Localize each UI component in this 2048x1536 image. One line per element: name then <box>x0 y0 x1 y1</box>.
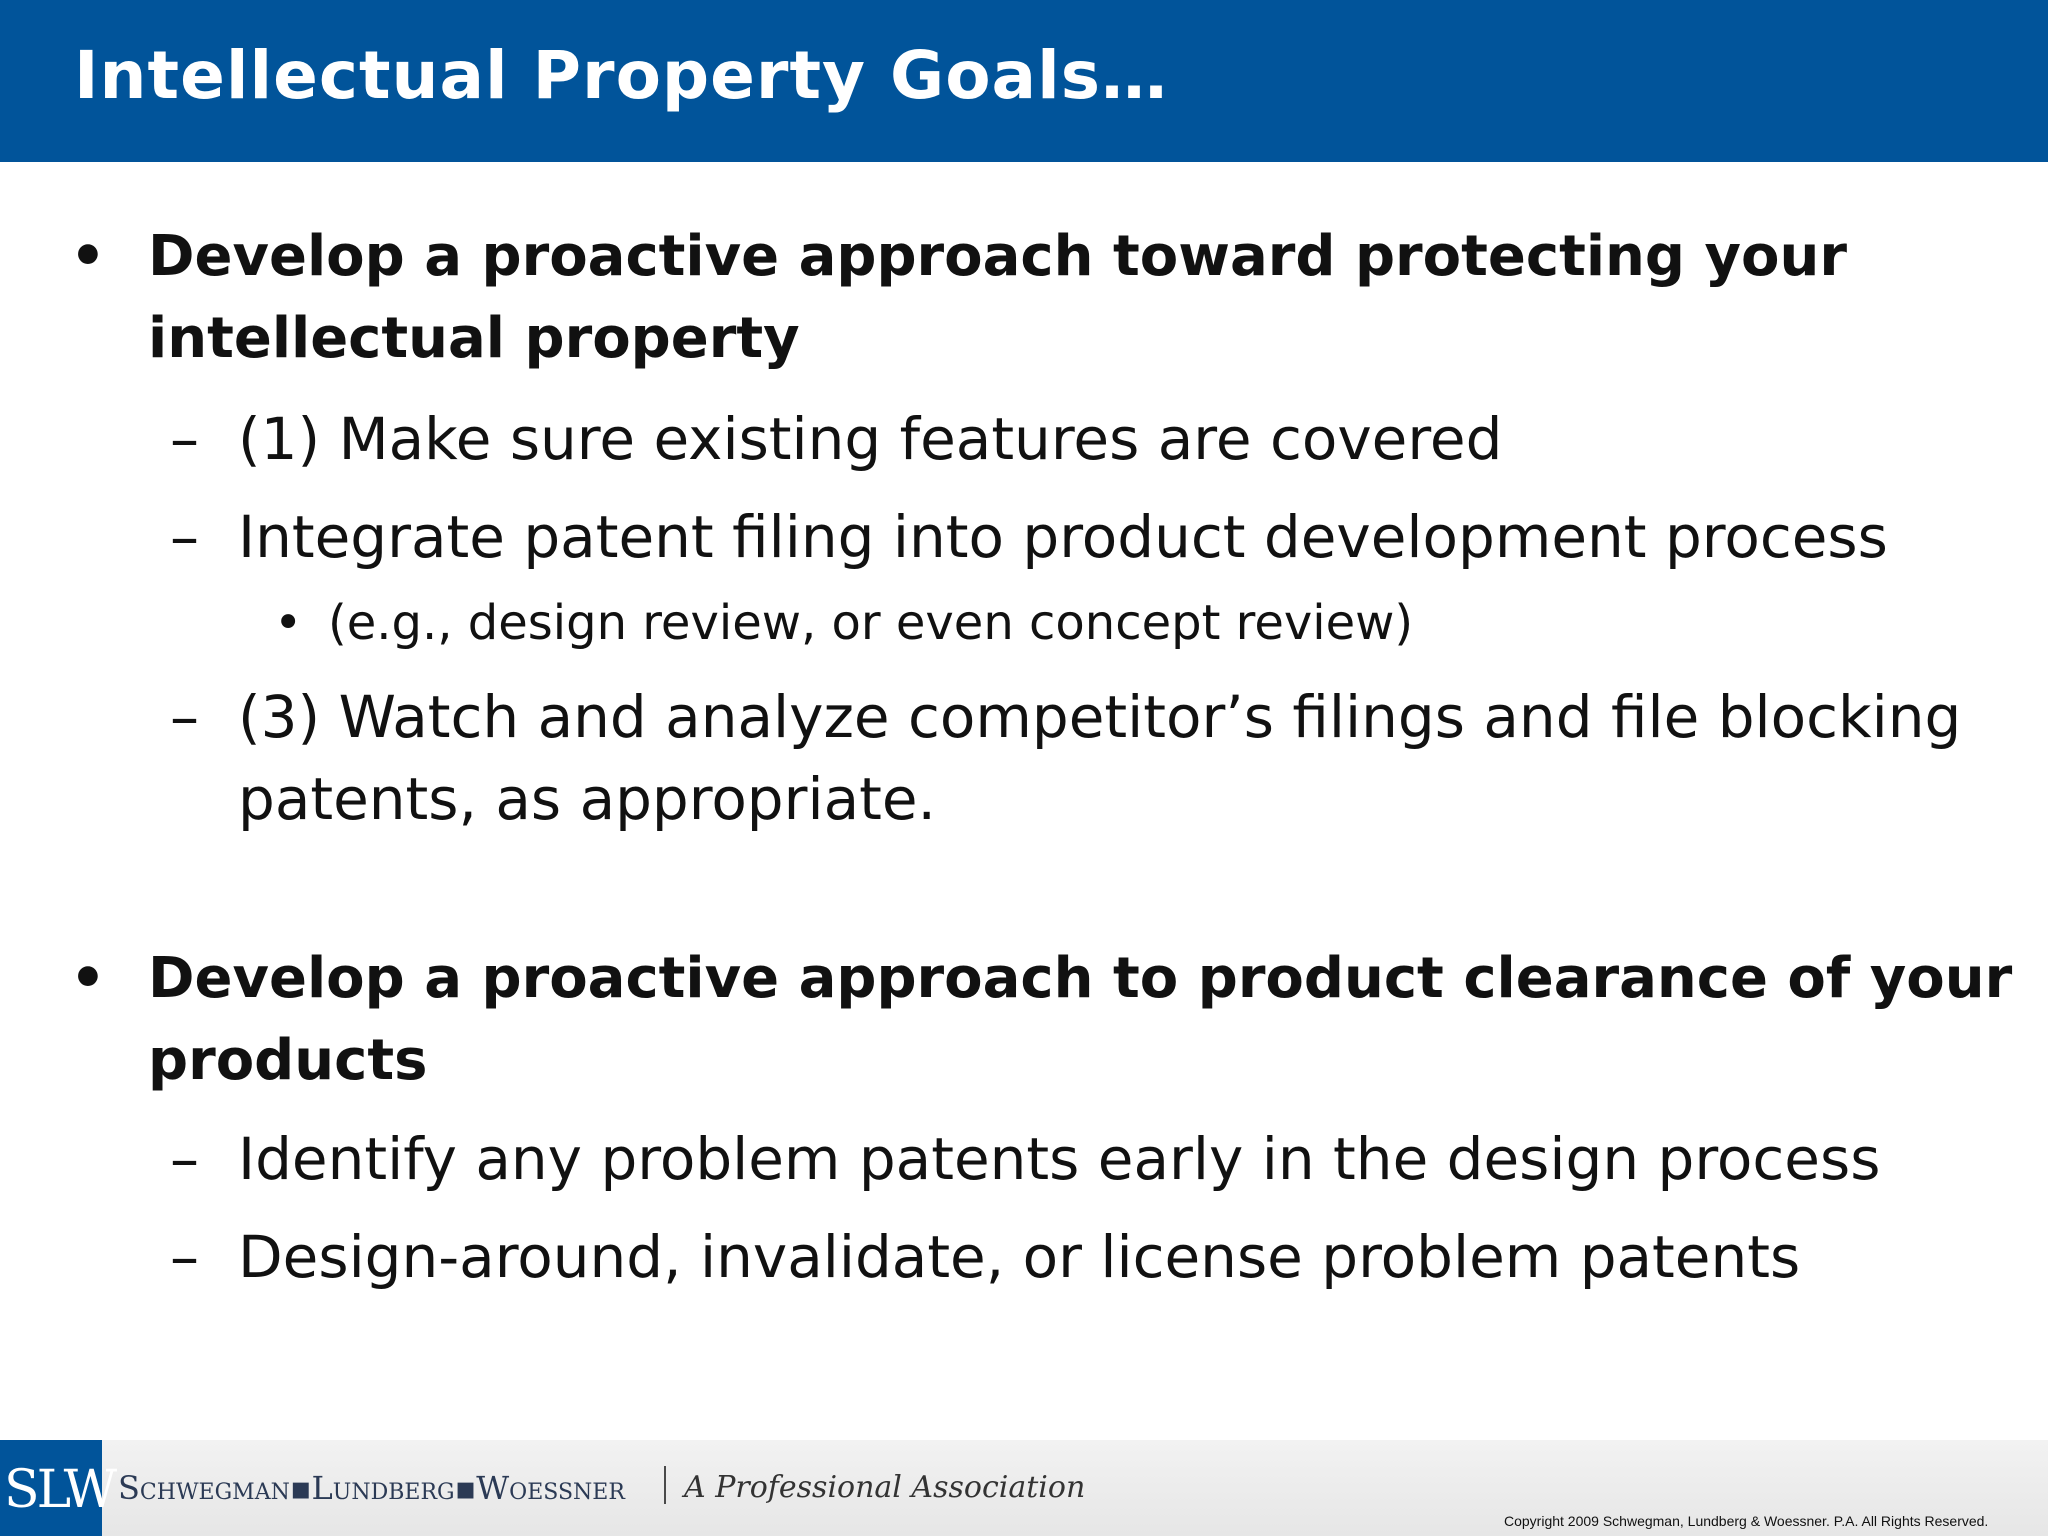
bullet-2-sub-2: Design-around, invalidate, or license problem patents <box>238 1223 1801 1291</box>
dash-marker: – <box>170 405 199 473</box>
firm-name: Schwegman▪Lundberg▪Woessner <box>118 1469 625 1507</box>
bullet-1-sub-1: (1) Make sure existing features are covered <box>238 405 1503 473</box>
dash-marker: – <box>170 503 199 571</box>
bullet-1-sub-2: Integrate patent filing into product development process <box>238 503 1888 571</box>
bullet-marker: • <box>70 946 106 1011</box>
bullet-2-sub-1: Identify any problem patents early in the design process <box>238 1125 1881 1193</box>
logo-mark: SLW <box>4 1460 115 1520</box>
bullet-1-line-1: Develop a proactive approach toward protecting your <box>148 224 1847 289</box>
bullet-2-line-2: products <box>148 1028 428 1093</box>
bullet-marker: • <box>274 595 303 651</box>
firm-logo <box>0 1440 115 1536</box>
bullet-1-sub-2-detail: (e.g., design review, or even concept review) <box>328 595 1414 651</box>
bullet-1-sub-3-line-1: (3) Watch and analyze competitor’s filings and file blocking <box>238 683 1962 751</box>
slide-title: Intellectual Property Goals… <box>74 37 1168 114</box>
bullet-1-sub-3-line-2: patents, as appropriate. <box>238 765 936 833</box>
firm-tagline: A Professional Association <box>684 1470 1086 1505</box>
bullet-2-line-1: Develop a proactive approach to product clearance of your <box>148 946 2013 1011</box>
firm-separator <box>664 1466 666 1504</box>
copyright-notice: Copyright 2009 Schwegman, Lundberg & Woessner. P.A. All Rights Reserved. <box>1504 1513 1989 1529</box>
bullet-1-line-2: intellectual property <box>148 306 800 371</box>
dash-marker: – <box>170 683 199 751</box>
dash-marker: – <box>170 1223 199 1291</box>
dash-marker: – <box>170 1125 199 1193</box>
slide-footer <box>0 1440 2048 1536</box>
bullet-marker: • <box>70 224 106 289</box>
